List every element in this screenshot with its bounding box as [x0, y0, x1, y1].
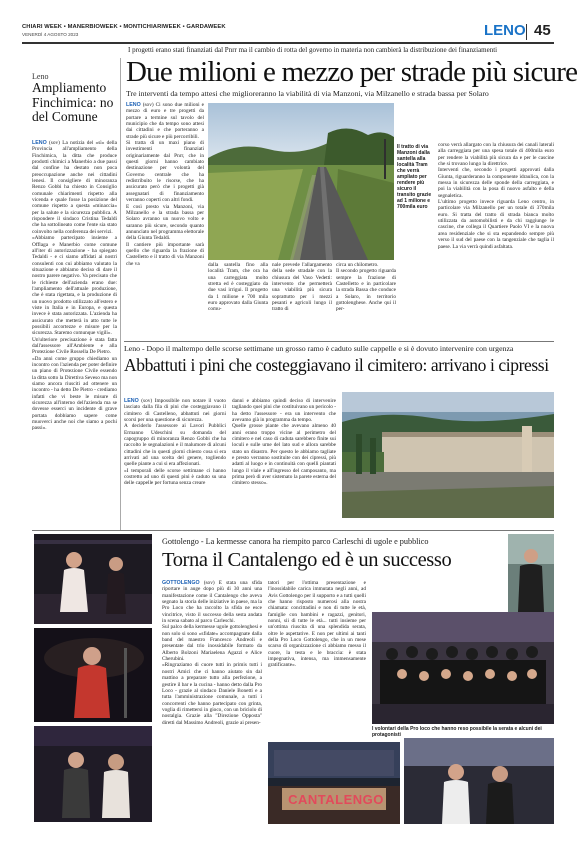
- main-col4-text: circa un chilometro. Il secondo progetto riguarda sempre la frazione di Castelletto e in particolare la strada Bassa che conduce a Solaro, in territorio gottolenghese. Anche qui il per-: [336, 262, 396, 313]
- road-photo-image: [208, 103, 394, 260]
- presenters-photo-image: [404, 738, 554, 824]
- pines-col1-text: Impossibile non notare il vuoto lasciato dalla fila di pini che costeggiavano il cimitero di Castelleno, abbattuti nei giorni scorsi per una questione di sicurezza. A deciderlo l'assessore ai Lavori Pubblici Ermanno Udeschini su domanda del capogruppo di minoranza Renzo Gobbi che ha raccolto le segnalazioni e il malumore di alcuni cittadini che in questi giorni chiesto cosa si era arrivati ad una scelta del genere, togliendo quelle piante a cui si era affezionati. «I temporali delle scorse settimane ci hanno costretto ad uno di questi pini è caduto su una delle cappelle per fortuna senza creare: [124, 398, 226, 487]
- main-col2-text: dalla santella fino alla località Tram, che ora ha una carreggiata molto stretta ed è costeggiato da due vasi irrigui. Il progetto da 1 milione e 700 mila euro approvato dalla Giunta comu-: [208, 262, 268, 313]
- side-body-text: La notizia del «sì» della Provincia all'ampliamento della Finchimica, la ditta che produce prodotti chimici a Manerbio a due passi dal confine ha destato non poca preoccupazione anche nei cittadini lenesi. Il consigliere di minoranza Renzo Gobbi ha chiesto in Consiglio comunale chiarimenti rispetto alla vicenda e quale fosse la posizione del comune rispetto a questa «minaccia» per la salute e la sicurezza pubblica. A rispondere il sindaco Cristina Tedaldi che ha sottolineato come l'ente sia stato coinvolto nella conferenza dei servizi. «Abbiamo partecipato insieme a Offlaga e Manerbio come comune all'iter di autorizzazione - ha spiegato Tedaldi - e ci siamo affidati ai nostri consulenti con cui abbiamo valutato la situazione e abbiamo deciso di dare il nostro parere negativo. Va precisato che le richieste dell'azienda erano due: l'ampliamento dell'attuale produzione, che è stata rigettata, e la produzione di un nuovo prodotto utilizzato all'estero e viste in Italia e in Europa, e questa invece è stata autorizzata. L'azienda ha assicurato che metterà in atto tutte le possibili accortezze e misure per la sicurezza. Staremo comunque vigili». Un'ulteriore precisazione è stata fatta dall'assessore all'Ambiente e alla Protezione Civile Rossella De Pietro. «Da anni come gruppo chiediamo un incontro con l'azienda per poter definire un piano di Protezione Civile essendo la ditta sotto la Direttiva Seveso ma non siamo ancora riusciti ad ottenere un incontro - ha detto De Pietro - crediamo infatti che vi beste le misure di sicurezza all'interno dell'azienda ma se dovesse esserci un incidente di grave portata dobbiamo sapere come muoverci anche noi che siamo a pochi passi».: [32, 140, 117, 432]
- side-body: [32, 140, 117, 532]
- pines-col-2: [232, 398, 336, 526]
- portrait-photo-image: [508, 534, 554, 612]
- presenters-photo: [404, 738, 554, 824]
- main-col-3: [272, 262, 332, 330]
- header-divider: [526, 24, 527, 40]
- road-photo: [208, 103, 394, 260]
- singer-photo-bottom-left: [34, 726, 152, 822]
- side-lead-tag: (sov): [49, 140, 60, 146]
- stage-photo-image: [268, 742, 400, 824]
- volunteers-photo-image: [372, 612, 554, 724]
- cantalengo-col-1: [162, 580, 262, 826]
- stage-sign: CANTALENGO: [288, 792, 384, 807]
- cantalengo-col1-text: È stata una sfida riportare in auge dopo più di 30 anni una manifestazione come il Cantalengo che aveva segnato la storia delle iniziative in paese, ma la Pro Loco che ha raccolto la sfida ne esce vincitrice, visto il successo della sesta andata in scena sabato al parco Carleschi. Sul palco della kermesse ugole gottolenghesi e non solo si sono «sfidate» accompagnate dalla band del maestro Francesco Andreoli e presentate dal trio inossidabile formato da Alberto Bolzoni Mariaelena Agazzi e Alice Cherubini. «Ringraziamo di cuore tutti in primis tutti i nostri Amici che ci hanno aiutato sin dal mattino a preparare tutto alla perfezione, a gestire il bar e la cucina - hanno detto dalla Pro Loco - grazie al sindaco Daniele Bonetti e a tutta l'amministrazione comunale, a tutti i concorrenti che hanno partecipato con grinta, voglia di rimettersi in gioco, con un briciolo di nostalgia. Grazie alla "Direzione Opposta" diretti dal Massimo Andreoli, grazie ai presen-: [162, 580, 262, 726]
- main-col-2: [208, 262, 268, 330]
- singer-photo-top-left: [34, 534, 152, 624]
- volunteers-caption: I volontari della Pro loco che hanno reso possibile la serata e alcuni dei protagonisti: [372, 726, 542, 738]
- main-title: Due milioni e mezzo per strade più sicure: [126, 56, 578, 88]
- cantalengo-lead-tag: (sov): [203, 580, 215, 586]
- header-date: VENERDÌ 4 AGOSTO 2023: [22, 32, 79, 37]
- cantalengo-col2-text: tatori per l'ottima presentazione e l'inossidabile carica immutata negli anni, ad Avis Gottolengo per il supporto e a tutti quelli che hanno risposto numerosi alla nostra chiamata: concittadini e non di tutte le età, famiglie con bambini e ragazzi, genitori, nonni, sii di tutte le età... tutti insieme per un'ottima riuscita di una splendida serata, oltre le aspettative. E non per ultimi ai tanti della Pro Loco Gottolengo, che in un mese scarso di organizzazione ci abbiamo messo il cuore, la testa e le braccia: è stata impegnativa, intensa, ma immensamente gratificante».: [268, 580, 366, 669]
- cemetery-photo-image: [342, 392, 554, 518]
- main-kicker: I progetti erano stati finanziati dal Pnrr ma il cambio di rotta del governo in materia non cambierà la distribuzione dei finanziamenti: [128, 46, 498, 54]
- pines-lead-town: LENO: [124, 398, 139, 404]
- side-title: Ampliamento Finchimica: no del Comune: [32, 80, 114, 124]
- main-lead-town: LENO: [126, 102, 141, 108]
- pines-top-rule: [124, 341, 554, 342]
- singer-photo-1-image: [34, 534, 152, 624]
- pines-kicker: Leno - Dopo il maltempo delle scorse settimane un grosso ramo è caduto sulle cappelle e si è dovuto intervenire con urgenza: [124, 344, 514, 353]
- cantalengo-col-2: [268, 580, 366, 740]
- road-photo-caption: [397, 144, 435, 254]
- stage-photo: [268, 742, 400, 824]
- header-rule: [22, 42, 554, 44]
- section-title: LENO: [484, 22, 526, 39]
- road-caption-text: Il tratto di via Manzoni dalla santella alla località Tram che verrà ampliato per rendere più sicuro il transito grazie ad 1 milione e 700mila euro: [397, 144, 432, 210]
- side-town: Leno: [32, 72, 49, 81]
- cantalengo-top-rule: [32, 530, 554, 531]
- portrait-photo-top-right: [508, 534, 554, 612]
- side-column-rule: [120, 58, 121, 530]
- side-lead-town: LENO: [32, 140, 47, 146]
- cantalengo-lead-town: GOTTOLENGO: [162, 580, 200, 586]
- pines-lead-tag: (sov): [141, 398, 153, 404]
- main-col-1: [126, 102, 204, 330]
- pines-title: Abbattuti i pini che costeggiavano il cimitero: arrivano i cipressi: [124, 355, 549, 375]
- singer-photo-3-image: [34, 726, 152, 822]
- cantalengo-kicker: Gottolengo - La kermesse canora ha riempito parco Carleschi di ugole e pubblico: [162, 537, 429, 546]
- singer-photo-mid-left: [34, 628, 152, 722]
- page-number: 45: [534, 22, 551, 39]
- main-col-5: [438, 142, 554, 334]
- singer-photo-2-image: [34, 628, 152, 722]
- pines-col2-text: danni e abbiamo quindi deciso di intervenire tagliando quei pini che costituivano un pericolo - ha detto l'assessore - era un intervento che avevamo già in programma da tempo. Quelle grosse piante che avevano almeno 40 anni erano troppo vicine al perimetro del cimitero e nel caso di caduta sarebbero finite sui loculi e sulle urne del lato sud e allora sarebbe stato un disastro. Per questo le abbiamo tagliate e presto verranno sostituite con dei cipressi, più adatti al luogo e in continuità con quelli piantati lungo il viale e all'ingresso del camposanto, ma prima però di aver sistemato la parete esterna del cimitero stesso».: [232, 398, 336, 487]
- pines-col-1: [124, 398, 226, 526]
- cantalengo-title: Torna il Cantalengo ed è un successo: [162, 549, 452, 571]
- main-lead-tag: (sov): [142, 102, 154, 108]
- main-col5-text: corso verrà allargato con la chiusura dei canali laterali alla carreggiata per una spesa totale di 400mila euro per rendere la viabilità più sicura da e per le cascine che si trovano lungo la direttrice. Interventi che, secondo i progetti approvati dalla Giunta, riguarderanno la componente idraulica, con la messa in sicurezza delle sponde della carreggiata, e poi la viabilità con la posa di nuovo asfalto e della segnaletica. L'ultimo progetto invece riguarda Leno centro, in particolare via Milzanello per un totale di 370mila euro. Si tratta del tratto di strada bianca molto utilizzata da automobilisti e da chi raggiunge le cascine, che collega il Quartiere Paolo VI e la nuova area residenziale che si sta espandendo sempre più verso il sud del paese con la tangenziale che taglia il paese. La via verrà quindi asfaltata.: [438, 142, 554, 250]
- volunteers-photo: [372, 612, 554, 724]
- main-col3-text: nale prevede l'allargamento della sede stradale con la chiusura del Vaso Vedetti: intervento che permetterà una viabilità più sicura soprattutto per i mezzi pesanti e agricoli lungo il tratto di: [272, 262, 332, 313]
- cemetery-photo: [342, 392, 554, 518]
- main-subtitle: Tre interventi da tempo attesi che miglioreranno la viabilità di via Manzoni, via Milzanello e strada bassa per Solaro: [126, 89, 489, 98]
- main-col1-text: Ci sono due milioni e mezzo di euro e tre progetti da portare a termine sul tavolo del municipio che da tempo sono attesi dai cittadini e che porteranno a strade più sicure e più percorribili. Si tratta di un maxi piano di investimenti finanziati originariamente dal Pnrr, che in questi giorni hanno cambiato destinazione per volontà del Governo centrale che ha redistribuito le risorse, che ha assicurato però che i progetti già assegnatari di finanziamento verranno coperti con altri fondi. E così presto via Manzoni, via Milzanello e la strada bassa per Solaro avranno un nuovo volto e saranno più sicure, secondo quanto annunciato nel programma elettorale della Giunta Tedaldi. Il cantiere più importante sarà quello che riguarda la frazione di Castelletto e il tratto di via Manzoni che va: [126, 102, 204, 267]
- header-towns: CHIARI WEEK • MANERBIOWEEK • MONTICHIARIWEEK • GARDAWEEK: [22, 24, 226, 30]
- main-col-4: [336, 262, 396, 330]
